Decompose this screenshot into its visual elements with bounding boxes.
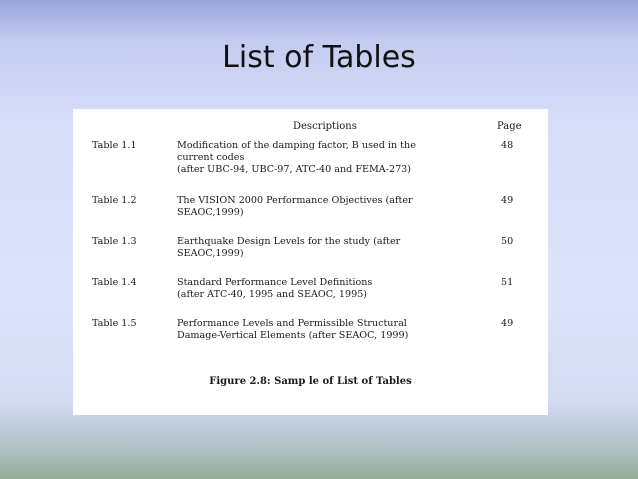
description-line: Standard Performance Level Definitions [177, 277, 373, 288]
description-line: (after UBC-94, UBC-97, ATC-40 and FEMA-273) [177, 164, 412, 175]
table-id: Table 1.2 [92, 195, 137, 206]
description-line: SEAOC,1999) [177, 207, 244, 218]
description-line: Damage-Vertical Elements (after SEAOC, 1999) [177, 330, 409, 341]
description-line: The VISION 2000 Performance Objectives (after [177, 195, 413, 206]
table-id: Table 1.1 [92, 140, 137, 151]
table-description [177, 318, 477, 342]
slide-title: List of Tables [222, 40, 416, 75]
table-description [177, 140, 477, 176]
description-line: SEAOC,1999) [177, 248, 244, 259]
description-line: Modification of the damping factor, B used in the [177, 140, 416, 151]
description-line: current codes [177, 152, 245, 163]
page-number: 49 [501, 195, 514, 206]
figure-caption: Figure 2.8: Samp le of List of Tables [209, 376, 412, 387]
page-number: 51 [501, 277, 514, 288]
description-line: Performance Levels and Permissible Structural [177, 318, 407, 329]
table-description [177, 277, 477, 301]
document-image [73, 109, 548, 415]
table-id: Table 1.3 [92, 236, 137, 247]
column-header-descriptions: Descriptions [293, 121, 357, 132]
page-number: 50 [501, 236, 514, 247]
table-description [177, 195, 477, 219]
description-line: (after ATC-40, 1995 and SEAOC, 1995) [177, 289, 368, 300]
table-id: Table 1.4 [92, 277, 137, 288]
table-description [177, 236, 477, 260]
description-line: Earthquake Design Levels for the study (after [177, 236, 401, 247]
page-number: 49 [501, 318, 514, 329]
column-header-page: Page [497, 121, 522, 132]
table-id: Table 1.5 [92, 318, 137, 329]
page-number: 48 [501, 140, 514, 151]
